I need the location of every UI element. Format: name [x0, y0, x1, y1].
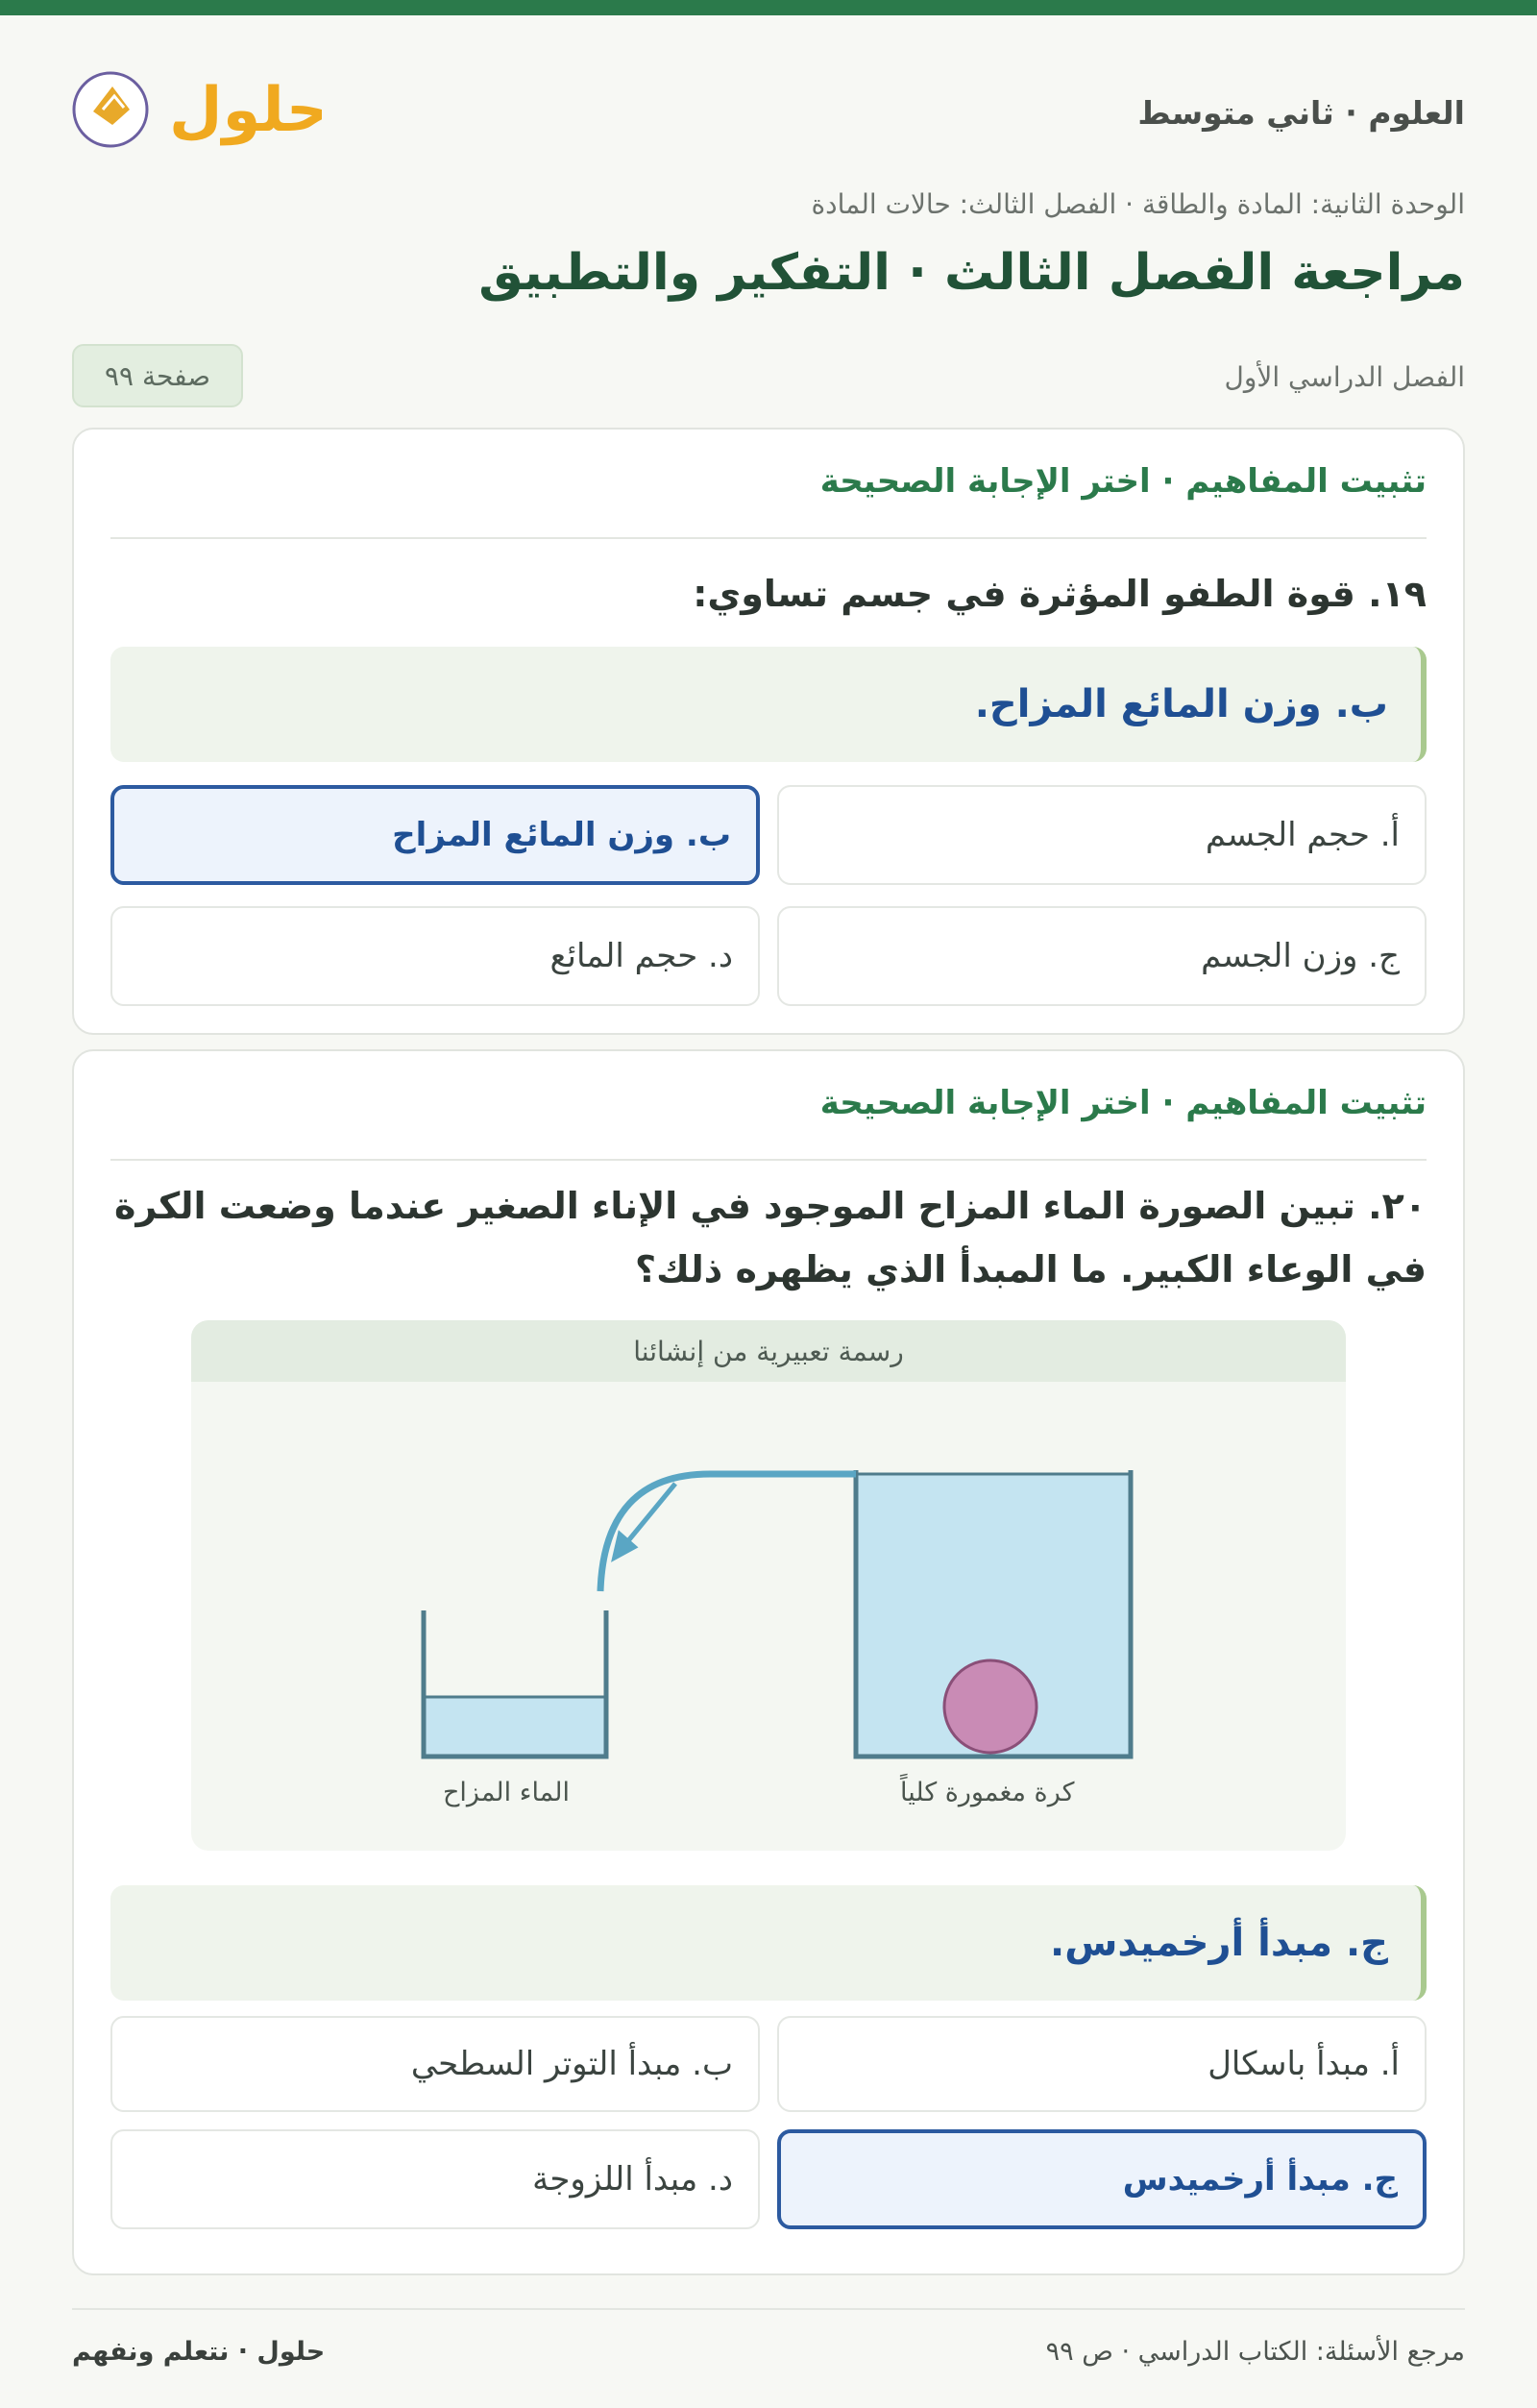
answer-box: ب. وزن المائع المزاح. [110, 647, 1427, 762]
option-c-selected[interactable]: ج. مبدأ أرخميدس [777, 2129, 1427, 2229]
page-title: مراجعة الفصل الثالث · التفكير والتطبيق [478, 244, 1465, 302]
option-a[interactable]: أ. حجم الجسم [777, 785, 1427, 885]
question-text: ٢٠. تبين الصورة الماء المزاح الموجود في الإناء الصغير عندما وضعت الكرة في الوعاء الكبير. ما المبدأ الذي يظهره ذلك؟ [114, 1185, 1427, 1290]
breadcrumb: الوحدة الثانية: المادة والطاقة · الفصل الثالث: حالات المادة [811, 188, 1465, 220]
brand-logo[interactable] [72, 54, 322, 150]
divider [110, 537, 1427, 539]
divider [110, 1159, 1427, 1161]
footer-brand: حلول · نتعلم ونفهم [72, 2337, 326, 2367]
displacement-diagram [191, 1320, 1346, 1851]
displaced-water [424, 1697, 606, 1757]
section-label: تثبيت المفاهيم · اختر الإجابة الصحيحة [819, 462, 1427, 501]
logo-icon [72, 54, 322, 150]
label-displaced-water: الماء المزاح [443, 1778, 571, 1807]
option-b-selected[interactable]: ب. وزن المائع المزاح [110, 785, 760, 885]
page-number-badge: صفحة ٩٩ [72, 344, 243, 407]
displacement-figure [191, 1320, 1346, 1851]
subject-title: العلوم · ثاني متوسط [1137, 94, 1465, 132]
label-submerged-ball: كرة مغمورة كلياً [900, 1778, 1075, 1807]
flow-arrow [622, 1484, 675, 1549]
option-d[interactable]: د. حجم المائع [110, 906, 760, 1006]
figure-caption: رسمة تعبيرية من إنشائنا [191, 1320, 1346, 1382]
question-card-19 [72, 428, 1465, 1035]
term-label: الفصل الدراسي الأول [1224, 361, 1465, 393]
footer-reference: مرجع الأسئلة: الكتاب الدراسي · ص ٩٩ [1045, 2337, 1465, 2367]
header [72, 54, 1465, 150]
footer-divider [72, 2308, 1465, 2310]
option-c[interactable]: ج. وزن الجسم [777, 906, 1427, 1006]
option-a[interactable]: أ. مبدأ باسكال [777, 2016, 1427, 2112]
overflow-stream [600, 1474, 856, 1591]
option-d[interactable]: د. مبدأ اللزوجة [110, 2129, 760, 2229]
answer-box: ج. مبدأ أرخميدس. [110, 1885, 1427, 2001]
section-label: تثبيت المفاهيم · اختر الإجابة الصحيحة [819, 1084, 1427, 1122]
option-b[interactable]: ب. مبدأ التوتر السطحي [110, 2016, 760, 2112]
submerged-ball [944, 1660, 1037, 1753]
question-text: ١٩. قوة الطفو المؤثرة في جسم تساوي: [693, 573, 1427, 615]
question-card-20 [72, 1049, 1465, 2275]
logo-text: حلول [169, 75, 322, 146]
top-accent-bar [0, 0, 1537, 15]
